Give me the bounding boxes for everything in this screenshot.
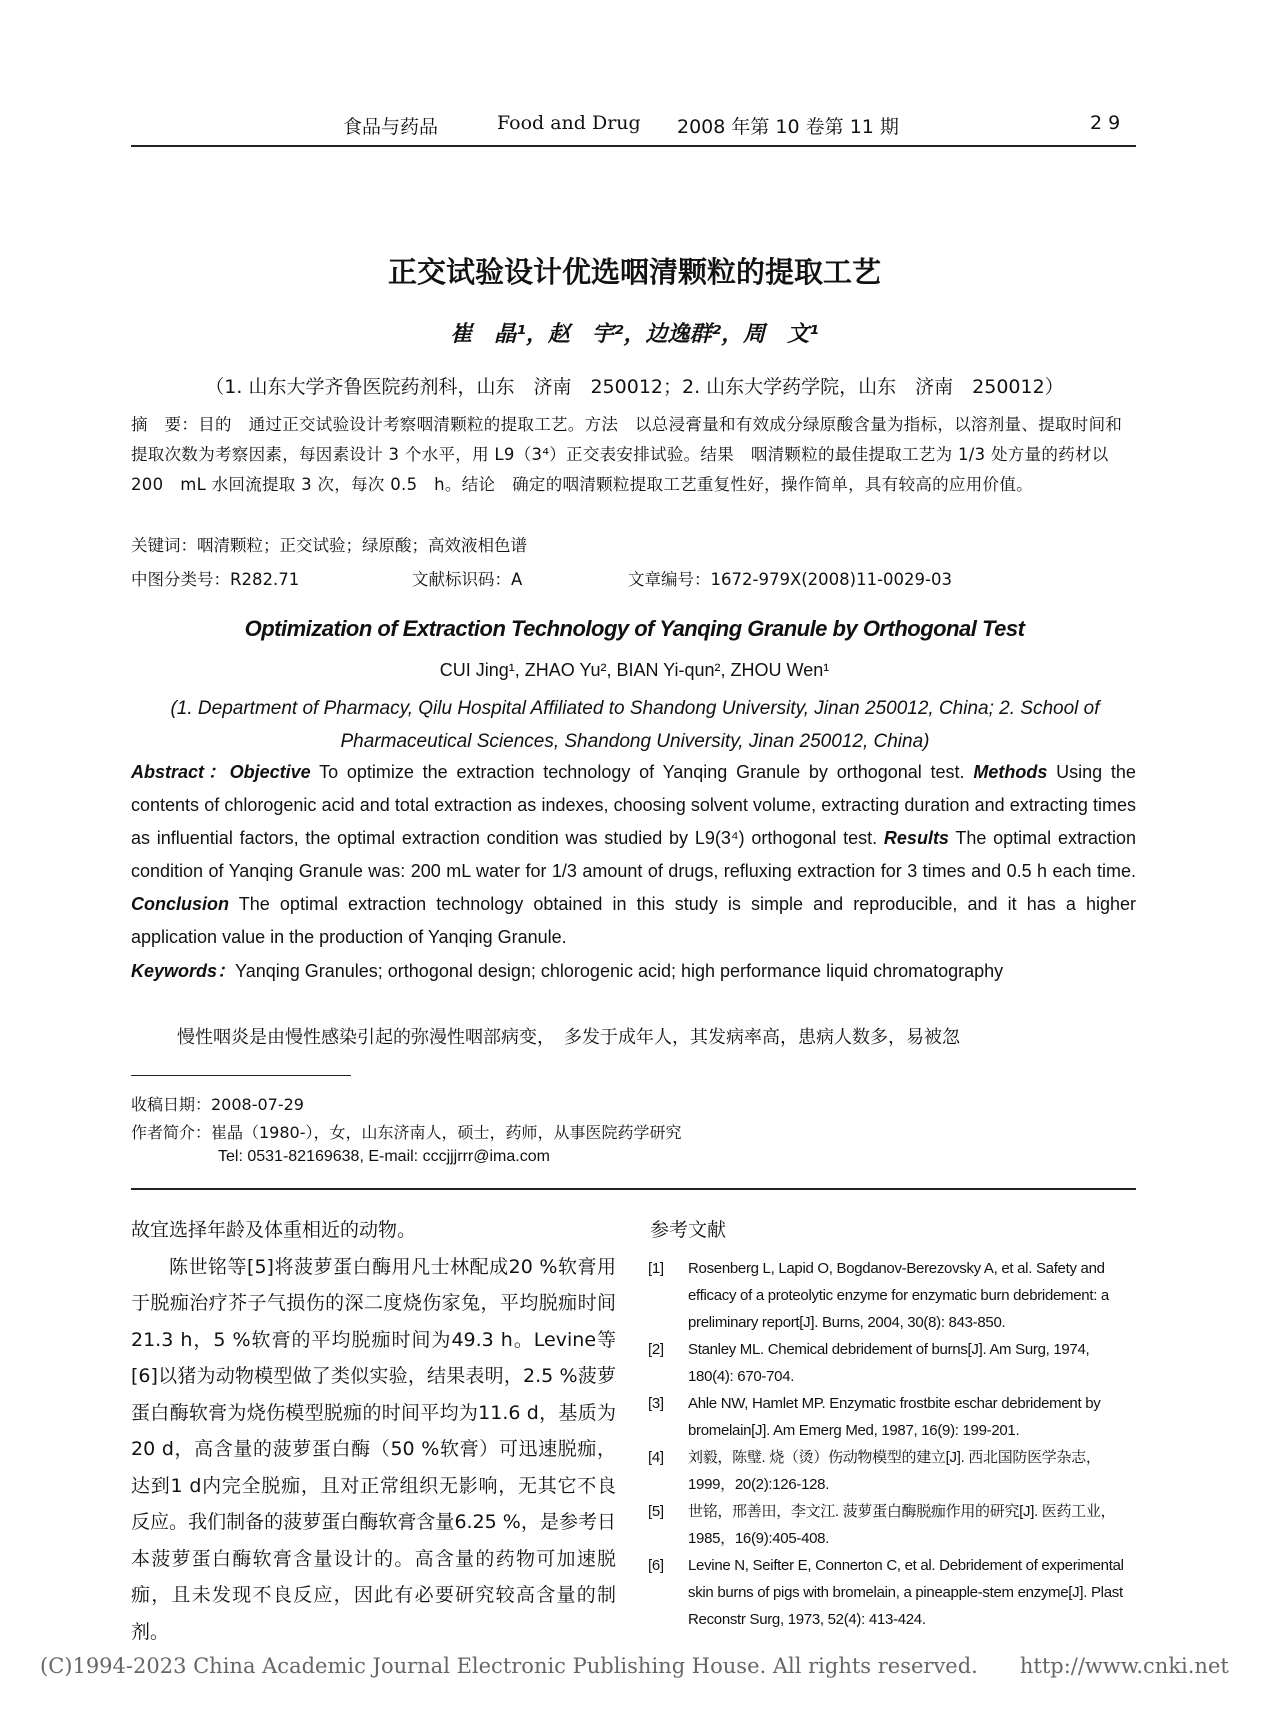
reference-text: Stanley ML. Chemical debridement of burns[J]. Am Surg, 1974, 180(4): 670-704. (688, 1341, 1090, 1385)
english-title: Optimization of Extraction Technology of Yanqing Granule by Orthogonal Test (244, 616, 1025, 641)
reference-item (648, 1255, 1136, 1336)
conclusion-label: Conclusion (131, 894, 229, 914)
journal-name-cn: 食品与药品 (343, 116, 439, 138)
footnote-rule (131, 1075, 351, 1076)
journal-name-en: Food and Drug (497, 112, 641, 134)
english-keywords (131, 955, 1136, 988)
clc-number: 中图分类号：R282.71 (131, 570, 300, 589)
reference-text: Rosenberg L, Lapid O, Bogdanov-Berezovsky A, et al. Safety and efficacy of a proteolytic enzyme for enzymatic burn debridement: a preliminary report[J]. Burns, 2004, 30(8): 843-850. (688, 1260, 1109, 1331)
left-paragraph-1: 故宜选择年龄及体重相近的动物。 (131, 1219, 417, 1241)
reference-text: 世铭，邢善田，李文江. 菠萝蛋白酶脱痂作用的研究[J]. 医药工业，1985，16(9):405-408. (688, 1503, 1116, 1547)
objective-text: To optimize the extraction technology of Yanqing Granule by orthogonal test. (319, 762, 965, 782)
references-list (648, 1255, 1136, 1633)
english-affiliation-text: (1. Department of Pharmacy, Qilu Hospital Affiliated to Shandong University, Jinan 250012, China; 2. School of Pharmaceutical Sciences, Shandong University, Jinan 250012, China) (170, 698, 1100, 752)
issue-info: 2008 年第 10 卷第 11 期 (677, 116, 899, 138)
reference-number: [6] (648, 1557, 664, 1574)
methods-text: Using the contents of chlorogenic acid and total extraction as indexes, choosing solvent volume, extracting duration and extracting times as influential factors, the optimal extraction condition was studied by L9(3⁴) orthogonal test. (131, 762, 1136, 848)
authors: 崔 晶¹，赵 宇²，边逸群²，周 文¹ (450, 322, 819, 347)
reference-item (648, 1336, 1136, 1390)
english-affiliation (135, 692, 1135, 758)
author-contact: Tel: 0531-82169638, E-mail: cccjjjrrr@ima.com (218, 1148, 550, 1165)
reference-item (648, 1498, 1136, 1552)
results-label: Results (883, 828, 949, 848)
reference-text: 刘毅，陈璧. 烧（烫）伤动物模型的建立[J]. 西北国防医学杂志，1999，20(2):126-128. (688, 1449, 1101, 1493)
reference-item (648, 1444, 1136, 1498)
references-heading: 参考文献 (650, 1219, 727, 1241)
english-keywords-label: Keywords： (131, 961, 236, 981)
english-abstract (131, 756, 1136, 954)
affiliation: （1. 山东大学齐鲁医院药剂科，山东 济南 250012；2. 山东大学药学院，山东 济南 250012） (205, 376, 1064, 398)
keywords-cn: 关键词：咽清颗粒；正交试验；绿原酸；高效液相色谱 (131, 536, 527, 555)
copyright-footer: (C)1994-2023 China Academic Journal Electronic Publishing House. All rights reserved. http://www.cnki.net (40, 1654, 1229, 1678)
reference-text: Levine N, Seifter E, Connerton C, et al. Debridement of experimental skin burns of pigs with bromelain, a pineapple-stem enzyme[J]. Plast Reconstr Surg, 1973, 52(4): 413-424. (688, 1557, 1124, 1628)
abstract-cn-label: 摘 要： (131, 415, 199, 434)
section-rule (131, 1188, 1136, 1190)
reference-number: [1] (648, 1260, 664, 1277)
left-paragraph-2: 陈世铭等[5]将菠萝蛋白酶用凡士林配成20 %软膏用于脱痂治疗芥子气损伤的深二度烧伤家兔，平均脱痂时间21.3 h，5 %软膏的平均脱痂时间为49.3 h。Levine等[6]以猪为动物模型做了类似实验，结果表明，2.5 %菠萝蛋白酶软膏为烧伤模型脱痂的时间平均为11.6 d，基质为20 d，高含量的菠萝蛋白酶（50 %软膏）可迅速脱痂，达到1 d内完全脱痂，且对正常组织无影响，无其它不良反应。我们制备的菠萝蛋白酶软膏含量6.25 %，是参考日本菠萝蛋白酶软膏含量设计的。高含量的药物可加速脱痂，且未发现不良反应，因此有必要研究较高含量的制剂。 (131, 1255, 616, 1643)
paper-title: 正交试验设计优选咽清颗粒的提取工艺 (387, 255, 881, 289)
reference-number: [3] (648, 1395, 664, 1412)
header-rule (131, 145, 1136, 147)
reference-text: Ahle NW, Hamlet MP. Enzymatic frostbite eschar debridement by bromelain[J]. Am Emerg Med, 1987, 16(9): 199-201. (688, 1395, 1101, 1439)
reference-item (648, 1390, 1136, 1444)
objective-label: Objective (229, 762, 311, 782)
reference-number: [4] (648, 1449, 664, 1466)
abstract-cn (131, 410, 1131, 500)
reference-number: [5] (648, 1503, 664, 1520)
methods-label: Methods (973, 762, 1048, 782)
english-authors: CUI Jing¹, ZHAO Yu², BIAN Yi-qun², ZHOU Wen¹ (439, 660, 830, 680)
author-info: 作者简介：崔晶（1980-），女，山东济南人，硕士，药师，从事医院药学研究 (131, 1123, 682, 1142)
conclusion-text: The optimal extraction technology obtained in this study is simple and reproducible, and it has a higher application value in the production of Yanqing Granule. (131, 894, 1136, 947)
abstract-cn-text: 目的 通过正交试验设计考察咽清颗粒的提取工艺。方法 以总浸膏量和有效成分绿原酸含量为指标，以溶剂量、提取时间和提取次数为考察因素，每因素设计 3 个水平，用 L9（3⁴）正交表安排试验。结果 咽清颗粒的最佳提取工艺为 1/3 处方量的药材以 200 mL 水回流提取 3 次，每次 0.5 h。结论 确定的咽清颗粒提取工艺重复性好，操作简单，具有较高的应用价值。 (131, 415, 1123, 494)
results-text: The optimal extraction condition of Yanqing Granule was: 200 mL water for 1/3 amount of drugs, refluxing extraction for 3 times and 0.5 h each time. (131, 828, 1136, 881)
english-keywords-text: Yanqing Granules; orthogonal design; chlorogenic acid; high performance liquid chromatography (235, 961, 1004, 981)
reference-number: [2] (648, 1341, 664, 1358)
left-column (131, 1212, 616, 1650)
english-abstract-label: Abstract： (131, 762, 230, 782)
reference-item (648, 1552, 1136, 1633)
article-number: 文章编号：1672-979X(2008)11-0029-03 (628, 570, 952, 589)
received-date: 收稿日期：2008-07-29 (131, 1095, 304, 1114)
document-code: 文献标识码：A (412, 570, 523, 589)
intro-paragraph: 慢性咽炎是由慢性感染引起的弥漫性咽部病变， 多发于成年人，其发病率高，患病人数多，易被忽 (177, 1027, 960, 1048)
page-number: 2 9 (1090, 112, 1121, 134)
